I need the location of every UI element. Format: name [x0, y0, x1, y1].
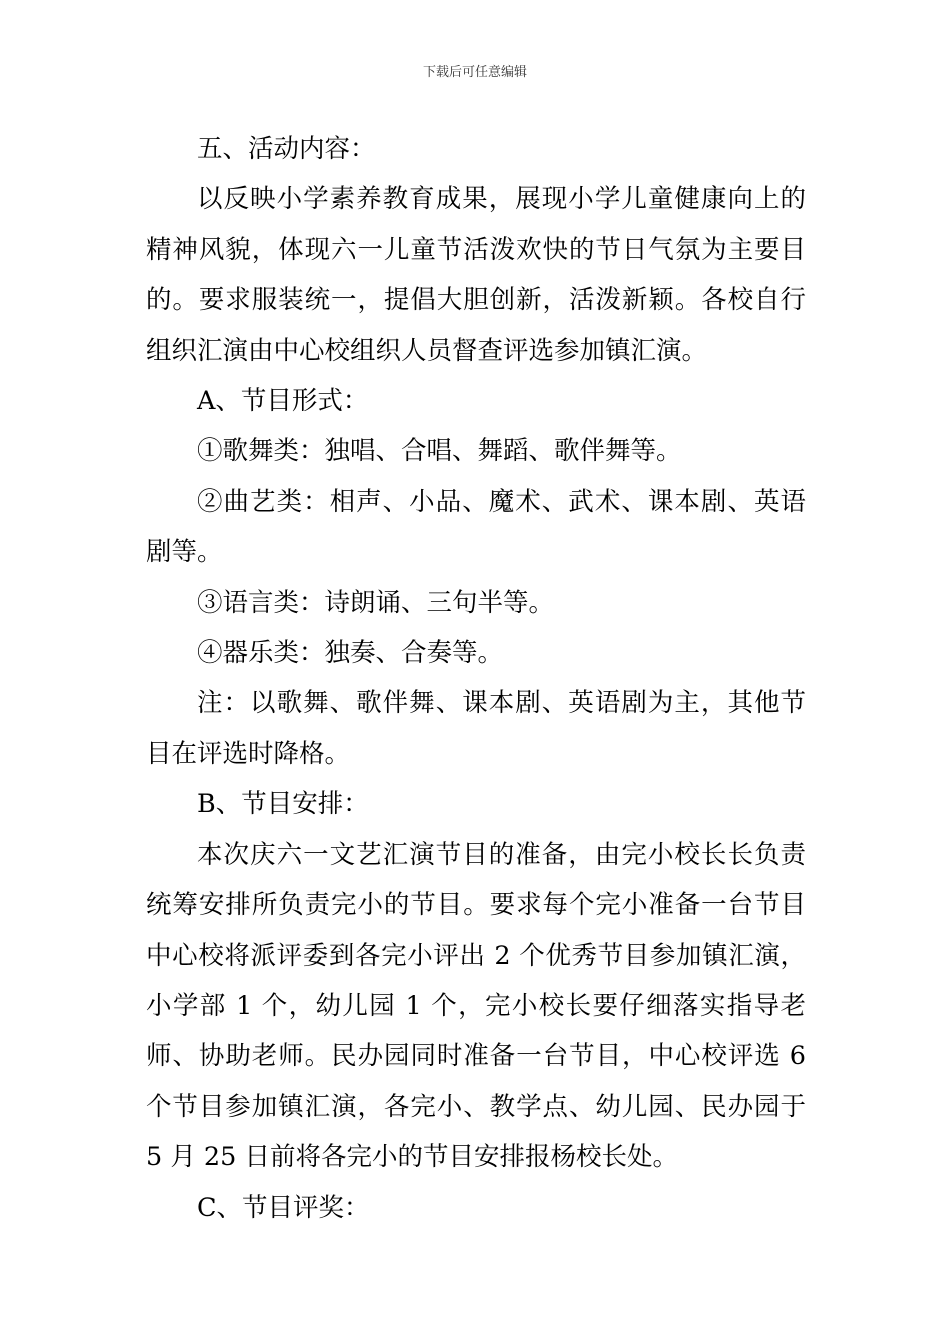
section-heading-activity-content: 五、活动内容：: [197, 134, 376, 164]
list-item-folk-arts: ②曲艺类：相声、小品、魔术、武术、课本剧、英语剧等。: [146, 486, 806, 568]
subsection-heading-program-format: A、节目形式：: [197, 386, 369, 417]
paragraph-note: 注：以歌舞、歌伴舞、课本剧、英语剧为主，其他节目在评选时降格。: [146, 688, 806, 769]
list-item-song-dance: ①歌舞类：独唱、合唱、舞蹈、歌伴舞等。: [197, 436, 682, 467]
paragraph-arrangement-details: 本次庆六一文艺汇演节目的准备，由完小校长长负责统筹安排所负责完小的节目。要求每个完小准备一台节目中心校将派评委到各完小评出 2 个优秀节目参加镇汇演，小学部 1 个，幼儿园 1 个，完小校长要仔细落实指导老师、协助老师。民办园同时准备一台节目，中心校评选 6 个节目参加镇汇演，各完小、教学点、幼儿园、民办园于 5 月 25 日前将各完小的节目安排报杨校长处。: [146, 839, 806, 1173]
subsection-heading-program-arrangement: B、节目安排：: [197, 789, 369, 820]
list-item-language: ③语言类：诗朗诵、三句半等。: [197, 587, 555, 618]
list-item-instrumental: ④器乐类：独奏、合奏等。: [197, 638, 504, 669]
document-body: [146, 124, 806, 1233]
paragraph-activity-description: 以反映小学素养教育成果，展现小学儿童健康向上的精神风貌，体现六一儿童节活泼欢快的节日气氛为主要目的。要求服装统一，提倡大胆创新，活泼新颖。各校自行组织汇演由中心校组织人员督查评选参加镇汇演。: [146, 184, 806, 366]
subsection-heading-program-awards: C、节目评奖：: [197, 1192, 370, 1223]
page-header-note: 下载后可任意编辑: [422, 65, 527, 80]
